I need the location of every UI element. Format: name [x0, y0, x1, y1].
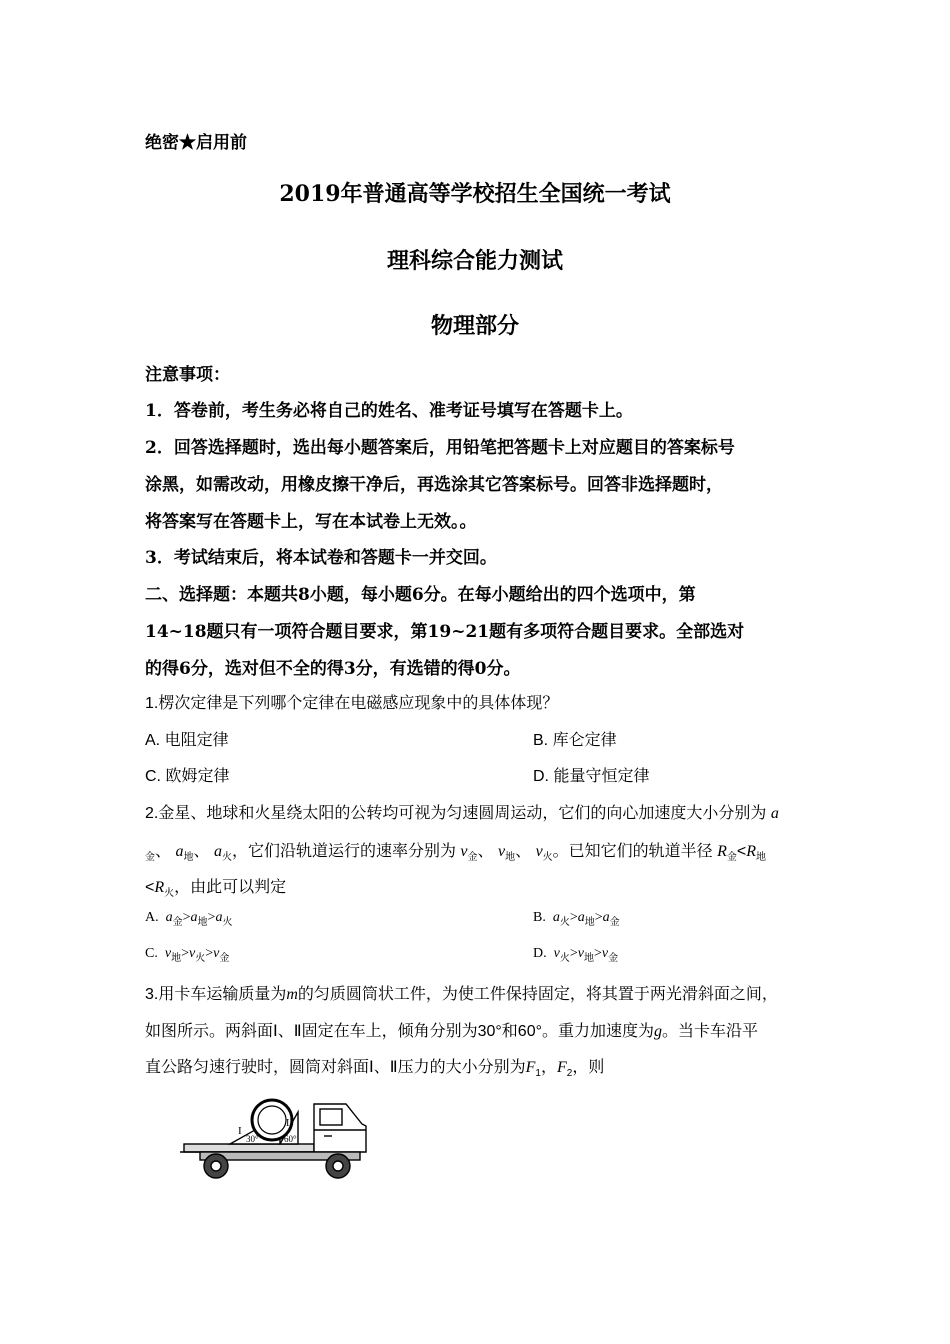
- section-instructions-line3: 的得6分，选对但不全的得3分，有选错的得0分。: [145, 659, 521, 679]
- section-instructions-line2: 14~18题只有一项符合题目要求，第19~21题有多项符合题目要求。全部选对: [145, 622, 745, 642]
- q2-option-a: A. $a_金>a_地>a_火$: [145, 910, 233, 928]
- q2-option-d: D. $v_火>v_地>v_金$: [533, 946, 619, 964]
- q1-option-b: B. 库仑定律: [533, 732, 617, 749]
- incline-2-label: II: [286, 1118, 293, 1129]
- q1-stem: 1.楞次定律是下列哪个定律在电磁感应现象中的具体体现？: [145, 695, 559, 712]
- angle-60-label: 60°: [284, 1134, 297, 1144]
- confidential-label: 绝密★启用前: [145, 133, 247, 153]
- note-2-line1: 2．回答选择题时，选出每小题答案后，用铅笔把答题卡上对应题目的答案标号: [145, 438, 735, 458]
- cab-window: [320, 1109, 342, 1125]
- q2-stem-line2: $_金$、 $a_地$、 $a_火$，它们沿轨道运行的速率分别为 $v_金$、 $v_地$、 $v_火$。已知它们的轨道半径 $R_金<R_地$: [145, 843, 767, 864]
- section-instructions-line1: 二、选择题：本题共8小题，每小题6分。在每小题给出的四个选项中，第: [145, 585, 696, 605]
- notes-heading: 注意事项：: [145, 365, 230, 385]
- truck-figure: [180, 1090, 370, 1182]
- incline-1-label: I: [238, 1125, 242, 1137]
- q2-option-b: B. $a_火>a_地>a_金$: [533, 910, 620, 928]
- exam-subtitle: 理科综合能力测试: [386, 248, 563, 274]
- q3-stem-line1: 3.用卡车运输质量为m的匀质圆筒状工件，为使工件保持固定，将其置于两光滑斜面之间，: [145, 986, 778, 1003]
- note-2-line2: 涂黑，如需改动，用橡皮擦干净后，再选涂其它答案标号。回答非选择题时，: [145, 475, 723, 495]
- q1-option-d: D. 能量守恒定律: [533, 768, 650, 785]
- q1-option-c: C. 欧姆定律: [145, 768, 230, 785]
- part-title: 物理部分: [430, 313, 519, 339]
- note-2-line3: 将答案写在答题卡上，写在本试卷上无效。。: [145, 512, 477, 532]
- q1-option-a: A. 电阻定律: [145, 732, 229, 749]
- exam-title: 2019年普通高等学校招生全国统一考试: [279, 181, 671, 207]
- note-1: 1．答卷前，考生务必将自己的姓名、准考证号填写在答题卡上。: [145, 401, 633, 421]
- truck-bed: [184, 1144, 314, 1152]
- q2-option-c: C. $v_地>v_火>v_金$: [145, 946, 230, 964]
- q3-stem-line2: 如图所示。两斜面Ⅰ、Ⅱ固定在车上，倾角分别为30°和60°。重力加速度为g。当卡车沿平: [145, 1023, 759, 1040]
- q3-stem-line3: 直公路匀速行驶时，圆筒对斜面Ⅰ、Ⅱ压力的大小分别为$F_1$，$F_2$，则: [145, 1059, 605, 1080]
- q2-stem-line1: 2.金星、地球和火星绕太阳的公转均可视为匀速圆周运动，它们的向心加速度大小分别为 a: [145, 805, 779, 822]
- q2-stem-line3: $<R_火$，由此可以判定: [145, 879, 287, 900]
- angle-30-label: 30°: [246, 1134, 259, 1144]
- note-3: 3．考试结束后，将本试卷和答题卡一并交回。: [145, 548, 497, 568]
